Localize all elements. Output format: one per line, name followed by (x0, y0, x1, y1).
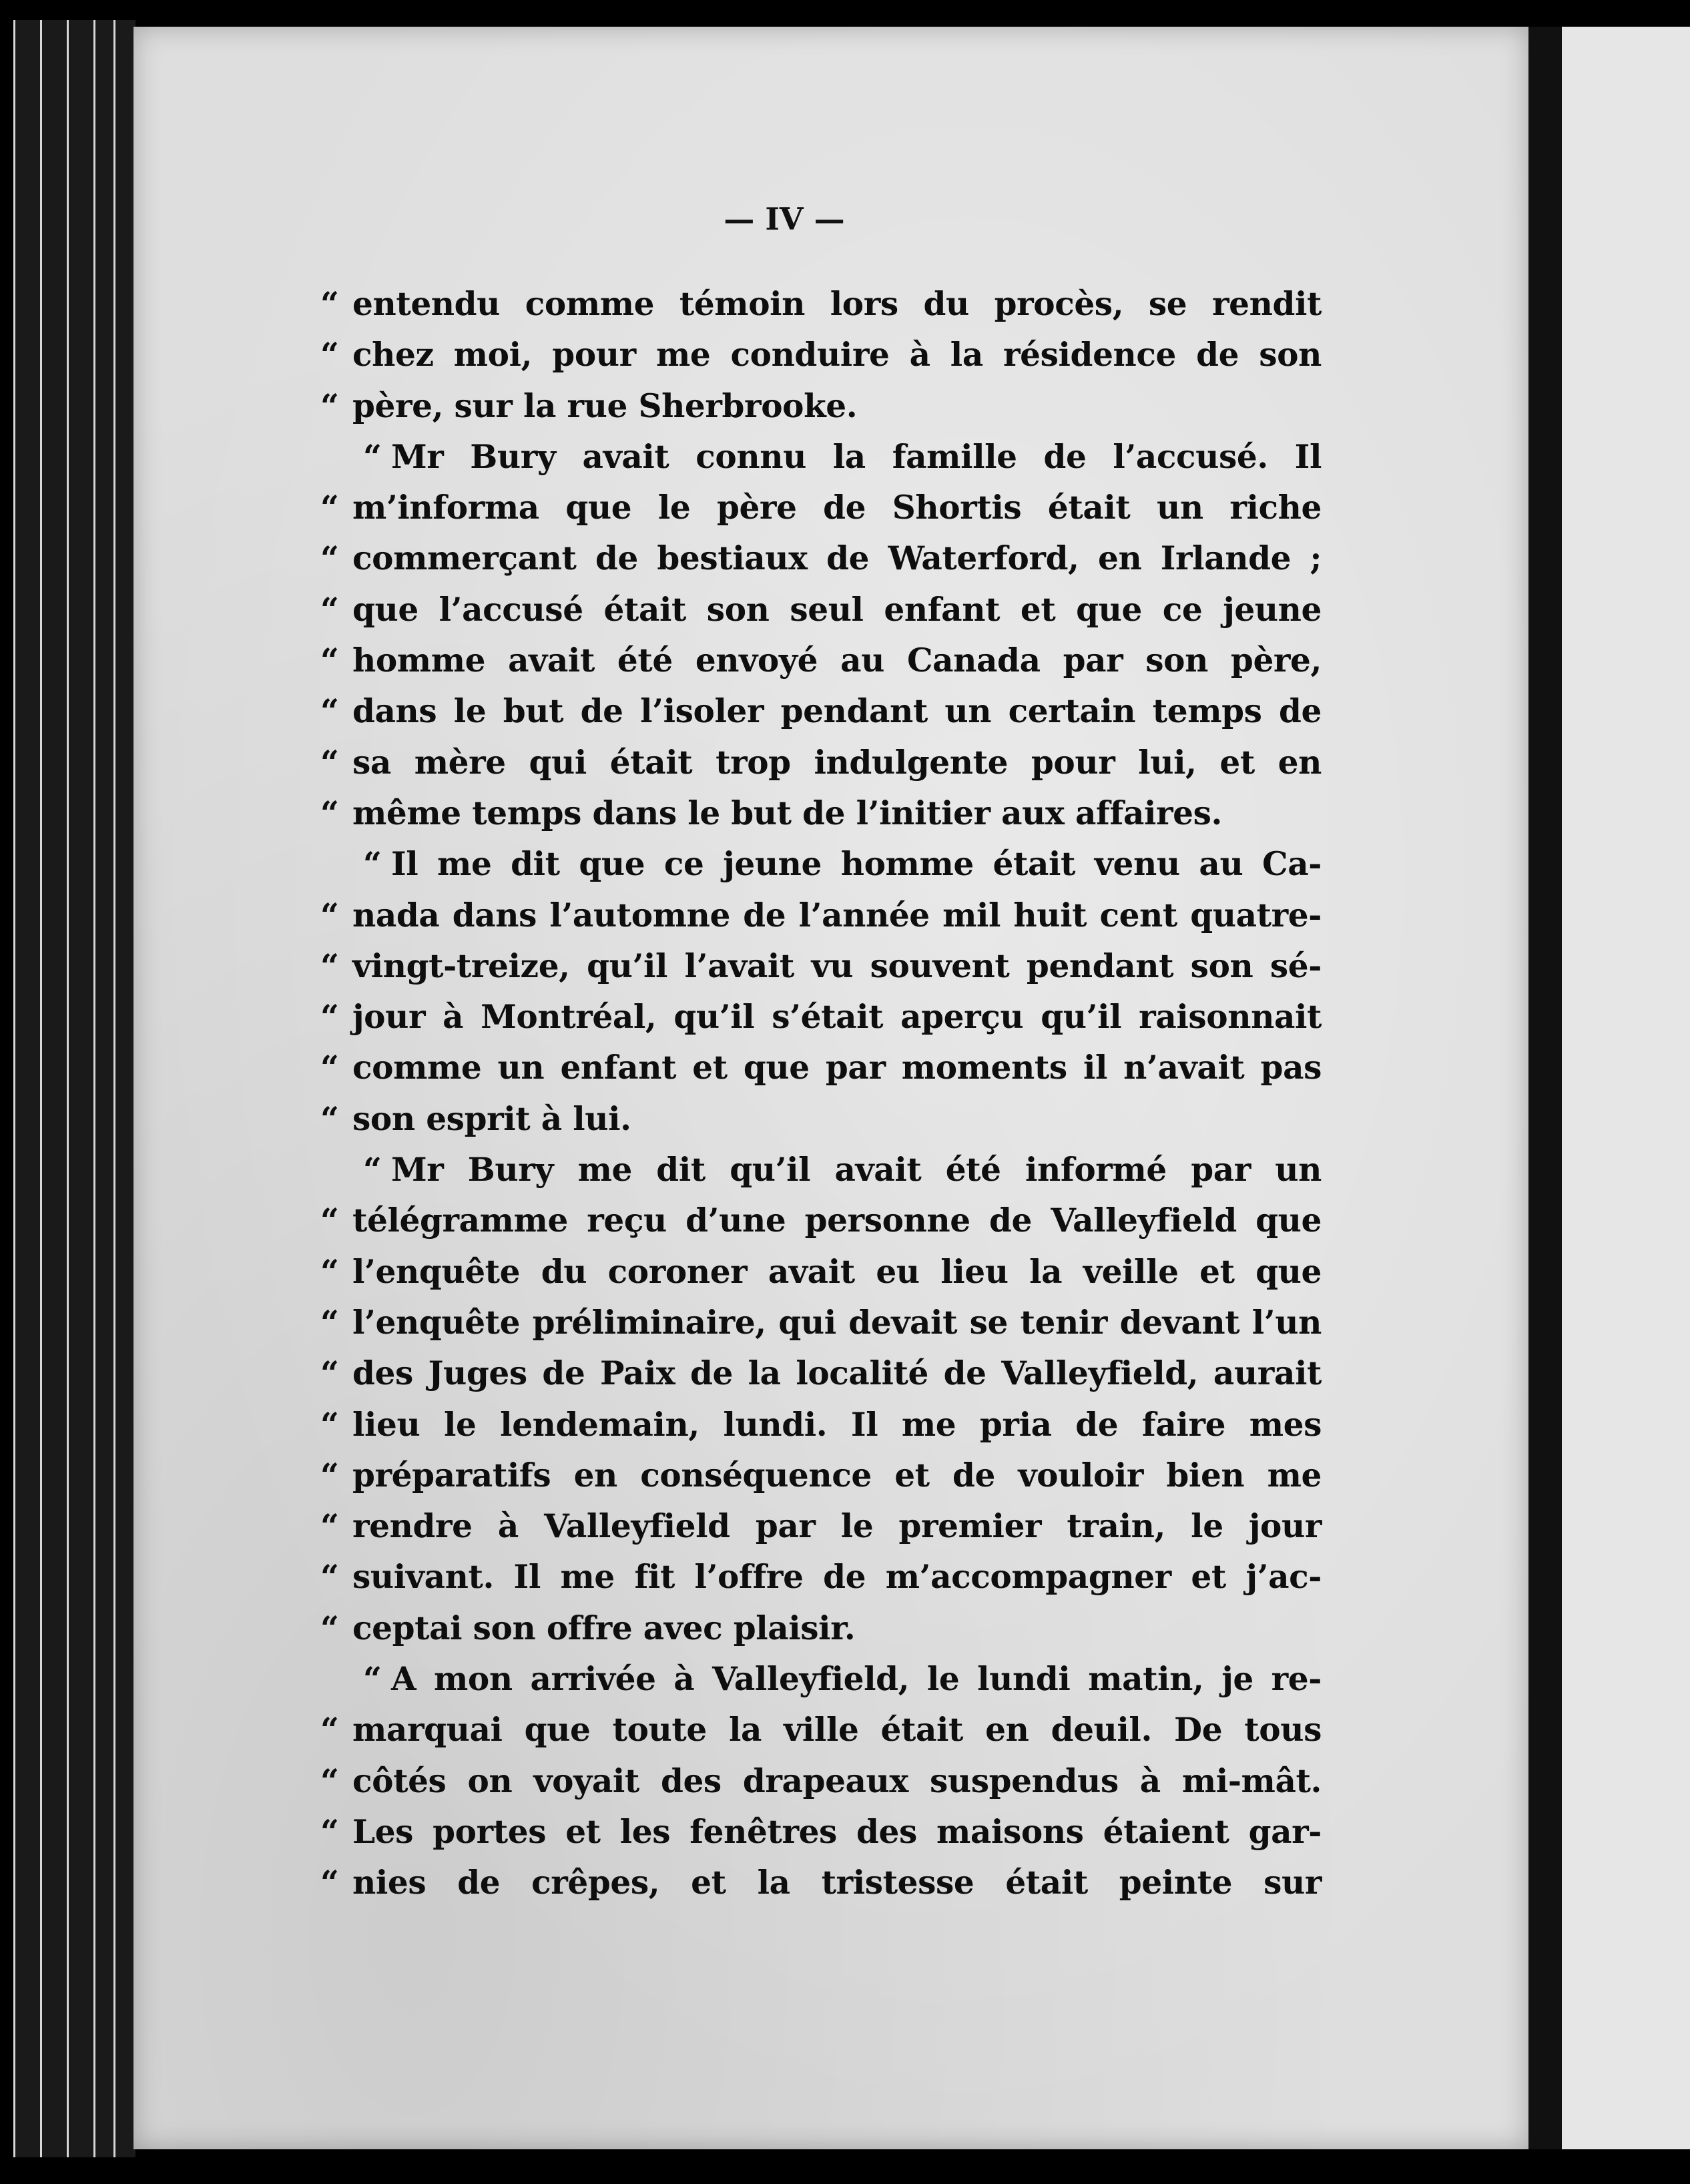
body-text (320, 279, 1322, 1909)
line-text: que l’accusé était son seul enfant et que ce jeune (352, 590, 1322, 629)
text-line (352, 1145, 1322, 1195)
text-line (320, 1603, 1322, 1654)
line-text: Les portes et les fenêtres des maisons étaient gar- (352, 1812, 1322, 1851)
text-line (320, 788, 1322, 839)
line-text: lieu le lendemain, lundi. Il me pria de faire mes (352, 1405, 1322, 1444)
text-line (320, 1450, 1322, 1501)
quote-mark: “ (320, 946, 339, 985)
line-text: vingt-treize, qu’il l’avait vu souvent pendant son sé- (352, 946, 1322, 985)
quote-mark: “ (320, 336, 339, 374)
text-line (352, 432, 1322, 483)
book-gutter (1528, 27, 1562, 2149)
text-line (320, 1247, 1322, 1298)
quote-mark: “ (320, 489, 339, 527)
quote-mark: “ (320, 1201, 339, 1240)
text-line (352, 839, 1322, 890)
quote-mark: “ (320, 1864, 339, 1902)
quote-mark: “ (320, 1558, 339, 1597)
text-line (320, 1400, 1322, 1450)
quote-mark: “ (320, 1303, 339, 1342)
line-text: des Juges de Paix de la localité de Valleyfield, aurait (352, 1354, 1322, 1393)
line-text: rendre à Valleyfield par le premier train, le jour (352, 1507, 1322, 1546)
text-line (320, 1195, 1322, 1246)
quote-mark: “ (320, 1099, 339, 1138)
text-line (320, 1298, 1322, 1348)
line-text: commerçant de bestiaux de Waterford, en Irlande ; (352, 539, 1322, 578)
page-number-header: — IV — (724, 201, 845, 237)
line-text: côtés on voyait des drapeaux suspendus à mi-mât. (352, 1761, 1322, 1800)
text-line (320, 279, 1322, 330)
quote-mark: “ (320, 386, 339, 425)
quote-mark: “ (320, 285, 339, 323)
quote-mark: “ (320, 1252, 339, 1291)
text-line (320, 1348, 1322, 1399)
quote-mark: “ (320, 1609, 339, 1647)
line-text: même temps dans le but de l’initier aux affaires. (352, 794, 1223, 832)
line-text: nies de crêpes, et la tristesse était peinte sur (352, 1864, 1322, 1902)
quote-mark: “ (320, 1049, 339, 1087)
quote-mark: “ (320, 1354, 339, 1393)
line-text: dans le but de l’isoler pendant un certain temps de (352, 692, 1322, 731)
line-text: père, sur la rue Sherbrooke. (352, 386, 858, 425)
quote-mark: “ (320, 692, 339, 731)
text-line (320, 992, 1322, 1043)
line-text: l’enquête du coroner avait eu lieu la veille et que (352, 1252, 1322, 1291)
quote-mark: “ (320, 998, 339, 1037)
text-line (320, 686, 1322, 737)
text-line (320, 890, 1322, 941)
text-line (320, 1705, 1322, 1755)
text-line (320, 635, 1322, 686)
text-line (320, 941, 1322, 992)
text-line (320, 330, 1322, 380)
quote-mark: “ (320, 1711, 339, 1749)
text-line (320, 1094, 1322, 1145)
line-text: chez moi, pour me conduire à la résidence de son (352, 336, 1322, 374)
quote-mark: “ (320, 743, 339, 782)
text-line (320, 1858, 1322, 1908)
text-line (320, 533, 1322, 584)
quote-mark: “ (320, 794, 339, 832)
text-line (320, 1552, 1322, 1603)
text-line (320, 381, 1322, 432)
line-text: Mr Bury avait connu la famille de l’accusé. Il (391, 437, 1322, 476)
line-text: ceptai son offre avec plaisir. (352, 1609, 856, 1647)
quote-mark: “ (320, 1456, 339, 1494)
line-text: jour à Montréal, qu’il s’était aperçu qu’il raisonnait (352, 998, 1322, 1037)
line-text: comme un enfant et que par moments il n’avait pas (352, 1049, 1322, 1087)
quote-mark: “ (363, 437, 382, 476)
line-text: Il me dit que ce jeune homme était venu au Ca- (391, 845, 1322, 884)
text-line (320, 483, 1322, 533)
text-line (352, 1654, 1322, 1705)
quote-mark: “ (320, 1507, 339, 1546)
facing-page-edge (1562, 27, 1690, 2149)
text-line (320, 585, 1322, 635)
quote-mark: “ (320, 539, 339, 578)
line-text: télégramme reçu d’une personne de Valleyfield que (352, 1201, 1322, 1240)
quote-mark: “ (320, 896, 339, 934)
line-text: Mr Bury me dit qu’il avait été informé par un (391, 1151, 1322, 1189)
quote-mark: “ (320, 1761, 339, 1800)
quote-mark: “ (363, 845, 382, 884)
quote-mark: “ (320, 1812, 339, 1851)
line-text: marquai que toute la ville était en deuil. De tous (352, 1711, 1322, 1749)
text-line (320, 1501, 1322, 1552)
quote-mark: “ (363, 1151, 382, 1189)
text-line (320, 1756, 1322, 1807)
page-edge (113, 20, 135, 2157)
quote-mark: “ (320, 1405, 339, 1444)
text-line (320, 738, 1322, 788)
line-text: m’informa que le père de Shortis était un riche (352, 489, 1322, 527)
line-text: homme avait été envoyé au Canada par son père, (352, 641, 1322, 680)
line-text: sa mère qui était trop indulgente pour lui, et en (352, 743, 1322, 782)
quote-mark: “ (320, 641, 339, 680)
text-line (320, 1807, 1322, 1858)
line-text: A mon arrivée à Valleyfield, le lundi matin, je re- (391, 1660, 1322, 1699)
text-line (320, 1043, 1322, 1093)
line-text: l’enquête préliminaire, qui devait se tenir devant l’un (352, 1303, 1322, 1342)
line-text: nada dans l’automne de l’année mil huit cent quatre- (352, 896, 1322, 934)
line-text: suivant. Il me fit l’offre de m’accompagner et j’ac- (352, 1558, 1322, 1597)
line-text: son esprit à lui. (352, 1099, 631, 1138)
line-text: entendu comme témoin lors du procès, se rendit (352, 285, 1322, 323)
quote-mark: “ (320, 590, 339, 629)
line-text: préparatifs en conséquence et de vouloir bien me (352, 1456, 1322, 1494)
quote-mark: “ (363, 1660, 382, 1699)
